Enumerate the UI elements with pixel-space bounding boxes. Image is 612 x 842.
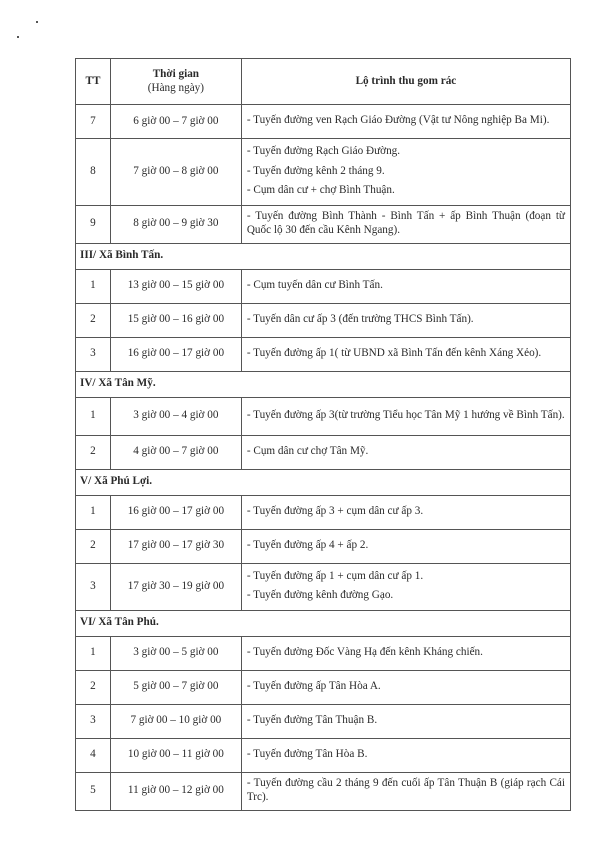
route-line: - Tuyến đường Đốc Vàng Hạ đến kênh Kháng chiến. bbox=[246, 645, 483, 658]
table-header-row bbox=[76, 59, 571, 105]
scan-speck bbox=[17, 36, 19, 38]
row-number: 1 bbox=[76, 495, 111, 529]
table-row bbox=[76, 704, 571, 738]
table-row bbox=[76, 563, 571, 610]
row-number: 2 bbox=[76, 303, 111, 337]
header-tt: TT bbox=[76, 59, 111, 105]
row-route bbox=[241, 704, 570, 738]
row-route bbox=[241, 772, 570, 810]
table-row bbox=[76, 772, 571, 810]
row-time: 3 giờ 00 – 5 giờ 00 bbox=[110, 636, 241, 670]
row-time: 7 giờ 00 – 8 giờ 00 bbox=[110, 139, 241, 206]
section-title: III/ Xã Bình Tấn. bbox=[76, 243, 571, 269]
row-time: 8 giờ 00 – 9 giờ 30 bbox=[110, 205, 241, 243]
row-time: 5 giờ 00 – 7 giờ 00 bbox=[110, 670, 241, 704]
route-line: - Tuyến đường cầu 2 tháng 9 đến cuối ấp Tân Thuận B (giáp rạch Cái Trc). bbox=[246, 777, 565, 803]
row-time: 4 giờ 00 – 7 giờ 00 bbox=[110, 435, 241, 469]
row-route bbox=[241, 269, 570, 303]
row-route bbox=[241, 529, 570, 563]
row-route bbox=[241, 397, 570, 435]
route-line: - Tuyến đường ấp 4 + ấp 2. bbox=[246, 538, 369, 551]
row-time: 13 giờ 00 – 15 giờ 00 bbox=[110, 269, 241, 303]
table-row bbox=[76, 495, 571, 529]
row-number: 5 bbox=[76, 772, 111, 810]
header-route: Lộ trình thu gom rác bbox=[241, 59, 570, 105]
route-line: - Tuyến đường ấp 3 + cụm dân cư ấp 3. bbox=[246, 504, 424, 517]
table-row bbox=[76, 269, 571, 303]
row-time: 16 giờ 00 – 17 giờ 00 bbox=[110, 495, 241, 529]
row-route bbox=[241, 738, 570, 772]
row-route bbox=[241, 670, 570, 704]
route-line: - Cụm dân cư chợ Tân Mỹ. bbox=[246, 444, 369, 457]
row-route bbox=[241, 495, 570, 529]
row-time: 3 giờ 00 – 4 giờ 00 bbox=[110, 397, 241, 435]
row-number: 2 bbox=[76, 670, 111, 704]
row-time: 6 giờ 00 – 7 giờ 00 bbox=[110, 105, 241, 139]
table-row bbox=[76, 337, 571, 371]
table-row bbox=[76, 670, 571, 704]
table-row bbox=[76, 397, 571, 435]
route-line: - Cụm dân cư + chợ Bình Thuận. bbox=[246, 184, 395, 196]
row-number: 2 bbox=[76, 435, 111, 469]
row-route bbox=[241, 337, 570, 371]
route-line: - Tuyến dân cư ấp 3 (đến trường THCS Bình Tấn). bbox=[246, 312, 474, 325]
row-number: 1 bbox=[76, 397, 111, 435]
row-number: 7 bbox=[76, 105, 111, 139]
row-number: 3 bbox=[76, 563, 111, 610]
section-header-row bbox=[76, 371, 571, 397]
row-number: 3 bbox=[76, 704, 111, 738]
row-time: 10 giờ 00 – 11 giờ 00 bbox=[110, 738, 241, 772]
section-header-row bbox=[76, 610, 571, 636]
route-line: - Tuyến đường Rạch Giáo Đường. bbox=[246, 145, 401, 157]
section-header-row bbox=[76, 243, 571, 269]
header-time-sub: (Hàng ngày) bbox=[147, 81, 204, 94]
table-row bbox=[76, 139, 571, 206]
section-title: V/ Xã Phú Lợi. bbox=[76, 469, 571, 495]
row-number: 9 bbox=[76, 205, 111, 243]
route-line: - Tuyến đường ấp Tân Hòa A. bbox=[246, 679, 381, 692]
scan-speck bbox=[36, 21, 38, 23]
section-header-row bbox=[76, 469, 571, 495]
row-route bbox=[241, 105, 570, 139]
header-time bbox=[110, 59, 241, 105]
route-line: - Tuyến đường kênh đường Gạo. bbox=[246, 589, 394, 601]
row-number: 1 bbox=[76, 269, 111, 303]
route-line: - Tuyến đường Tân Thuận B. bbox=[246, 713, 378, 726]
route-line: - Tuyến đường Bình Thành - Bình Tấn + ấp Bình Thuận (đoạn từ Quốc lộ 30 đến cầu Kênh Ngang). bbox=[246, 210, 565, 236]
table-row bbox=[76, 105, 571, 139]
row-route bbox=[241, 139, 570, 206]
row-time: 17 giờ 30 – 19 giờ 00 bbox=[110, 563, 241, 610]
route-line: - Tuyến đường ấp 1 + cụm dân cư ấp 1. bbox=[246, 569, 424, 582]
row-route bbox=[241, 636, 570, 670]
row-time: 15 giờ 00 – 16 giờ 00 bbox=[110, 303, 241, 337]
row-time: 7 giờ 00 – 10 giờ 00 bbox=[110, 704, 241, 738]
row-route bbox=[241, 303, 570, 337]
row-route bbox=[241, 563, 570, 610]
row-time: 16 giờ 00 – 17 giờ 00 bbox=[110, 337, 241, 371]
route-line: - Tuyến đường Tân Hòa B. bbox=[246, 747, 368, 760]
route-line: - Cụm tuyến dân cư Bình Tấn. bbox=[246, 278, 383, 291]
row-number: 3 bbox=[76, 337, 111, 371]
route-line: - Tuyến đường ấp 3(từ trường Tiểu học Tân Mỹ 1 hướng về Bình Tấn). bbox=[246, 408, 565, 421]
table-row bbox=[76, 435, 571, 469]
row-route bbox=[241, 435, 570, 469]
table-row bbox=[76, 738, 571, 772]
row-number: 2 bbox=[76, 529, 111, 563]
section-title: IV/ Xã Tân Mỹ. bbox=[76, 371, 571, 397]
route-line: - Tuyến đường kênh 2 tháng 9. bbox=[246, 164, 385, 177]
row-number: 8 bbox=[76, 139, 111, 206]
garbage-collection-schedule-table bbox=[75, 58, 571, 811]
row-number: 1 bbox=[76, 636, 111, 670]
row-number: 4 bbox=[76, 738, 111, 772]
table-row bbox=[76, 205, 571, 243]
table-row bbox=[76, 303, 571, 337]
table-row bbox=[76, 529, 571, 563]
route-line: - Tuyến đường ven Rạch Giáo Đường (Vật tư Nông nghiệp Ba Mi). bbox=[246, 114, 550, 127]
row-time: 11 giờ 00 – 12 giờ 00 bbox=[110, 772, 241, 810]
row-time: 17 giờ 00 – 17 giờ 30 bbox=[110, 529, 241, 563]
header-time-title: Thời gian bbox=[152, 68, 200, 80]
table-body bbox=[76, 105, 571, 811]
table-row bbox=[76, 636, 571, 670]
section-title: VI/ Xã Tân Phú. bbox=[76, 610, 571, 636]
row-route bbox=[241, 205, 570, 243]
route-line: - Tuyến đường ấp 1( từ UBND xã Bình Tấn đến kênh Xáng Xẻo). bbox=[246, 346, 542, 359]
